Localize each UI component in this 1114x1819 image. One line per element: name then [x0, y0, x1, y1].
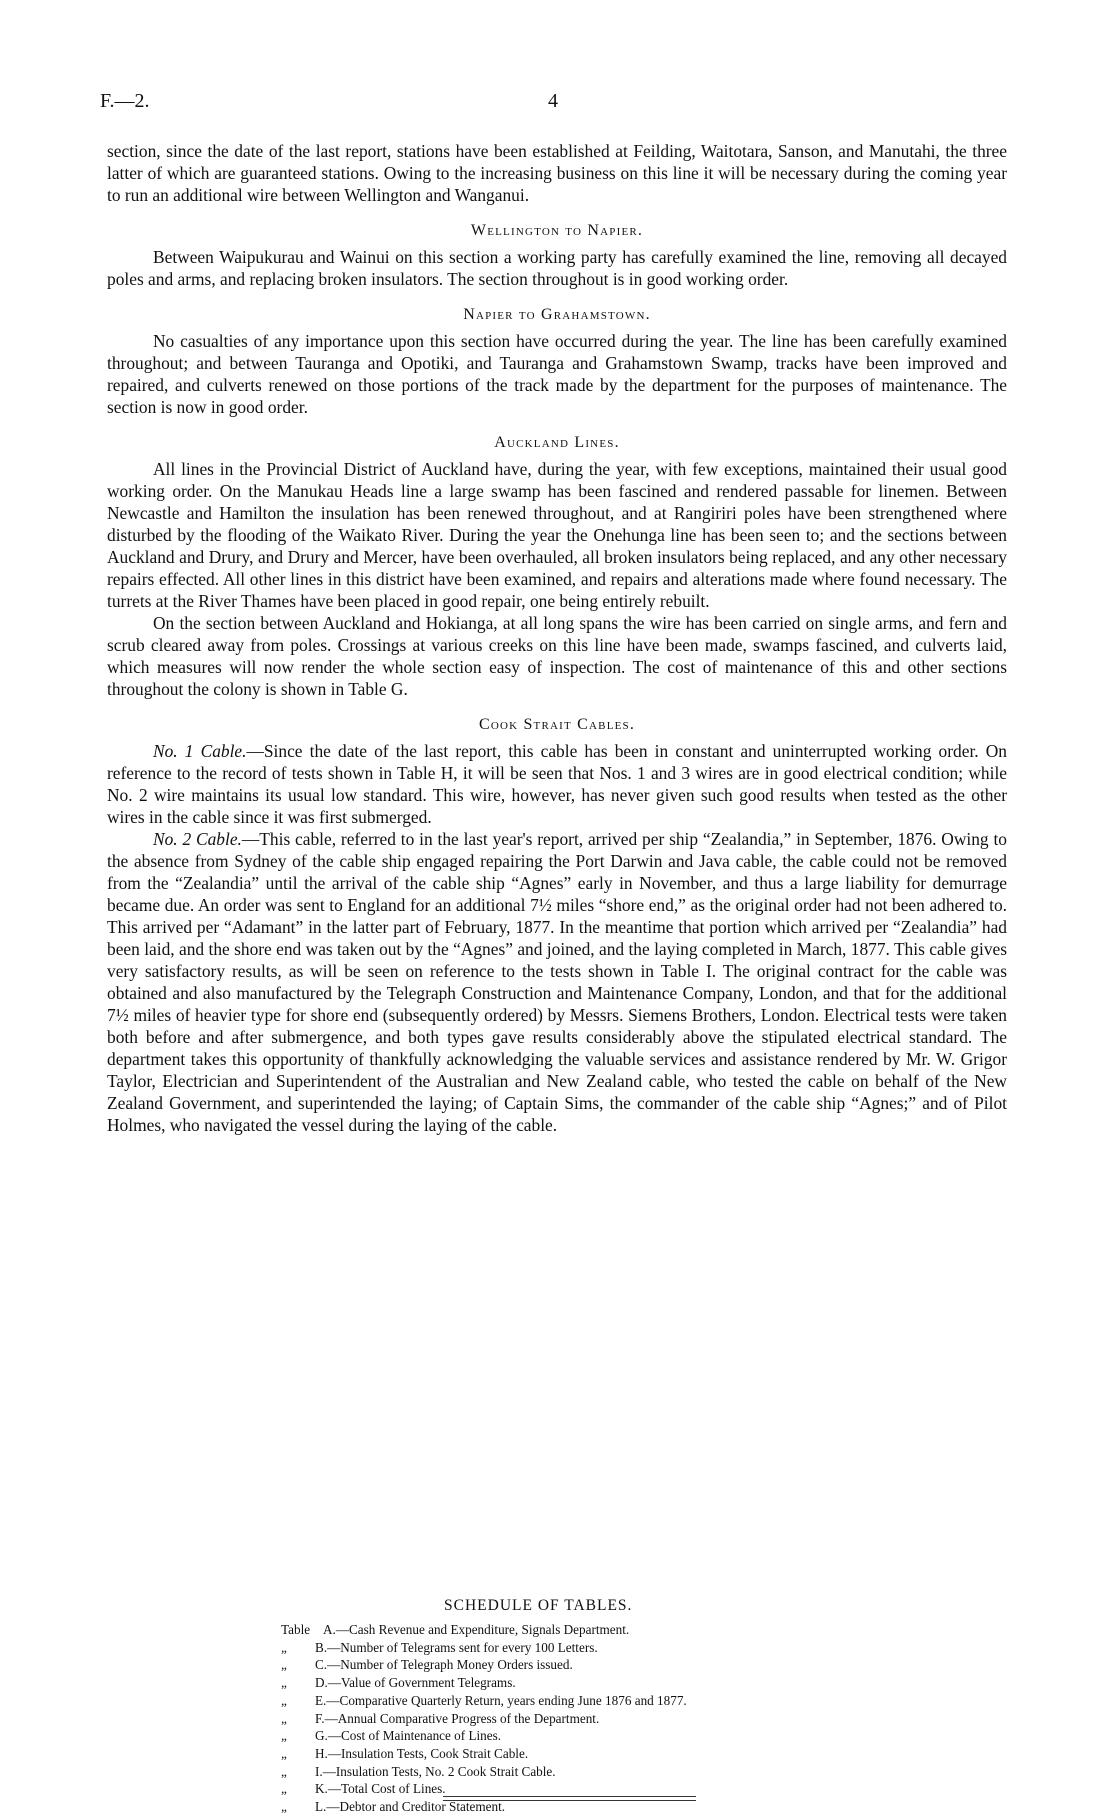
- paragraph: On the section between Auckland and Hokianga, at all long spans the wire has been carried on single arms, and fern and scrub cleared away from poles. Crossings at various creeks on this line have been made, swamps fascined, and culverts laid, which measures will now render the whole section easy of inspection. The cost of maintenance of this and other sections throughout the colony is shown in Table G.: [107, 613, 1007, 699]
- paragraph: [107, 740, 1007, 828]
- page-header: [100, 90, 1014, 120]
- paragraph: [107, 828, 1007, 1136]
- closing-rule: [443, 1796, 696, 1801]
- schedule-item-text: D.—Value of Government Telegrams.: [315, 1675, 516, 1691]
- paragraph: section, since the date of the last report, stations have been established at Feilding, Waitotara, Sanson, and Manutahi, the three latter of which are guaranteed stations. Owing to the increasing business on this line it will be necessary during the coming year to run an additional wire between Wellington and Wanganui.: [107, 141, 1007, 205]
- schedule-prefix: „: [281, 1799, 287, 1815]
- schedule-item: [281, 1710, 687, 1728]
- schedule-prefix: „: [281, 1710, 287, 1726]
- schedule-prefix: „: [281, 1675, 287, 1691]
- schedule-item: [281, 1692, 687, 1710]
- page-number: 4: [548, 90, 558, 112]
- schedule-prefix: „: [281, 1639, 287, 1655]
- cable-text: —This cable, referred to in the last year's report, arrived per ship “Zealandia,” in September, 1876. Owing to the absence from Sydney of the cable ship engaged repairing the Port Darwin and Java cable, the cable could not be removed from the “Zealandia” until the arrival of the cable ship “Agnes” early in November, and thus a large liability for demurrage became due. An order was sent to England for an additional 7½ miles “shore end,” as the original order had not been adhered to. This arrived per “Adamant” in the latter part of February, 1877. In the meantime that portion which arrived per “Zealandia” had been laid, and the shore end was taken out by the “Agnes” and joined, and the laying completed in March, 1877. This cable gives very satisfactory results, as will be seen on reference to the tests shown in Table I. The original contract for the cable was obtained and also manufactured by the Telegraph Construction and Maintenance Company, London, and that for the additional 7½ miles of heavier type for shore end (subsequently ordered) by Messrs. Siemens Brothers, London. Electrical tests were taken both before and after submergence, and both types gave results considerably above the stipulated electrical standard. The department takes this opportunity of thankfully acknowledging the valuable services and assistance rendered by Mr. W. Grigor Taylor, Electrician and Superintendent of the Australian and New Zealand cable, who tested the cable on behalf of the New Zealand Government, and superintended the laying; of Captain Sims, the commander of the cable ship “Agnes;” and of Pilot Holmes, who navigated the vessel during the laying of the cable.: [107, 829, 1007, 1135]
- paragraph: All lines in the Provincial District of Auckland have, during the year, with few exceptions, maintained their usual good working order. On the Manukau Heads line a large swamp has been fascined and rendered passable for linemen. Between Newcastle and Hamilton the insulation has been renewed throughout, and at Rangiriri poles have been strengthened where disturbed by the flooding of the Waikato River. During the year the Onehunga line has been seen to; and the sections between Auckland and Drury, and Drury and Mercer, have been overhauled, all broken insulators being replaced, and any other necessary repairs effected. All other lines in this district have been examined, and repairs and alterations made where found necessary. The turrets at the River Thames have been placed in good repair, one being entirely rebuilt.: [107, 459, 1007, 611]
- body-text: [107, 140, 1007, 1136]
- schedule-list: [281, 1621, 687, 1816]
- schedule-prefix: Table: [281, 1622, 311, 1637]
- schedule-item-text: I.—Insulation Tests, No. 2 Cook Strait Cable.: [315, 1763, 556, 1779]
- schedule-item: [281, 1763, 687, 1781]
- schedule-prefix: „: [281, 1781, 287, 1797]
- schedule-item-text: C.—Number of Telegraph Money Orders issued.: [315, 1657, 573, 1673]
- schedule-title: SCHEDULE OF TABLES.: [444, 1597, 633, 1614]
- schedule-item-text: F.—Annual Comparative Progress of the Department.: [315, 1710, 600, 1726]
- schedule-item: [281, 1727, 687, 1745]
- schedule-item-text: K.—Total Cost of Lines.: [315, 1781, 446, 1797]
- paragraph: Between Waipukurau and Wainui on this section a working party has carefully examined the line, removing all decayed poles and arms, and replacing broken insulators. The section throughout is in good working order.: [107, 247, 1007, 289]
- schedule-item-text: B.—Number of Telegrams sent for every 100 Letters.: [315, 1639, 598, 1655]
- schedule-item: [281, 1639, 687, 1657]
- section-heading: Napier to Grahamstown.: [463, 306, 651, 323]
- schedule-prefix: „: [281, 1692, 287, 1708]
- schedule-prefix: „: [281, 1657, 287, 1673]
- schedule-item: [281, 1745, 687, 1763]
- cable-label: No. 2 Cable.: [153, 829, 242, 849]
- section-heading: Wellington to Napier.: [470, 222, 644, 239]
- schedule-item-text: E.—Comparative Quarterly Return, years ending June 1876 and 1877.: [315, 1692, 687, 1708]
- section-heading: Auckland Lines.: [494, 434, 620, 451]
- cable-label: No. 1 Cable.: [153, 741, 247, 761]
- section-heading: Cook Strait Cables.: [478, 716, 636, 733]
- schedule-item-text: L.—Debtor and Creditor Statement.: [315, 1799, 506, 1815]
- schedule-item: [281, 1674, 687, 1692]
- page-identifier: F.—2.: [100, 90, 150, 112]
- schedule-prefix: „: [281, 1728, 287, 1744]
- schedule-item-text: A.—Cash Revenue and Expenditure, Signals Department.: [323, 1622, 630, 1637]
- schedule-item-text: G.—Cost of Maintenance of Lines.: [315, 1728, 502, 1744]
- cable-text: —Since the date of the last report, this cable has been in constant and uninterrupted working order. On reference to the record of tests shown in Table H, it will be seen that Nos. 1 and 3 wires are in good electrical condition; while No. 2 wire maintains its usual low standard. This wire, however, has never given such good results when tested as the other wires in the cable since it was first submerged.: [107, 741, 1008, 827]
- paragraph: No casualties of any importance upon this section have occurred during the year. The line has been carefully examined throughout; and between Tauranga and Opotiki, and Tauranga and Grahamstown Swamp, tracks have been improved and repaired, and culverts renewed on those portions of the track made by the department for the purposes of maintenance. The section is now in good order.: [107, 331, 1007, 417]
- schedule-prefix: „: [281, 1763, 287, 1779]
- schedule-item: [281, 1656, 687, 1674]
- schedule-item-text: H.—Insulation Tests, Cook Strait Cable.: [315, 1745, 529, 1761]
- schedule-item: [281, 1621, 687, 1639]
- schedule-prefix: „: [281, 1745, 287, 1761]
